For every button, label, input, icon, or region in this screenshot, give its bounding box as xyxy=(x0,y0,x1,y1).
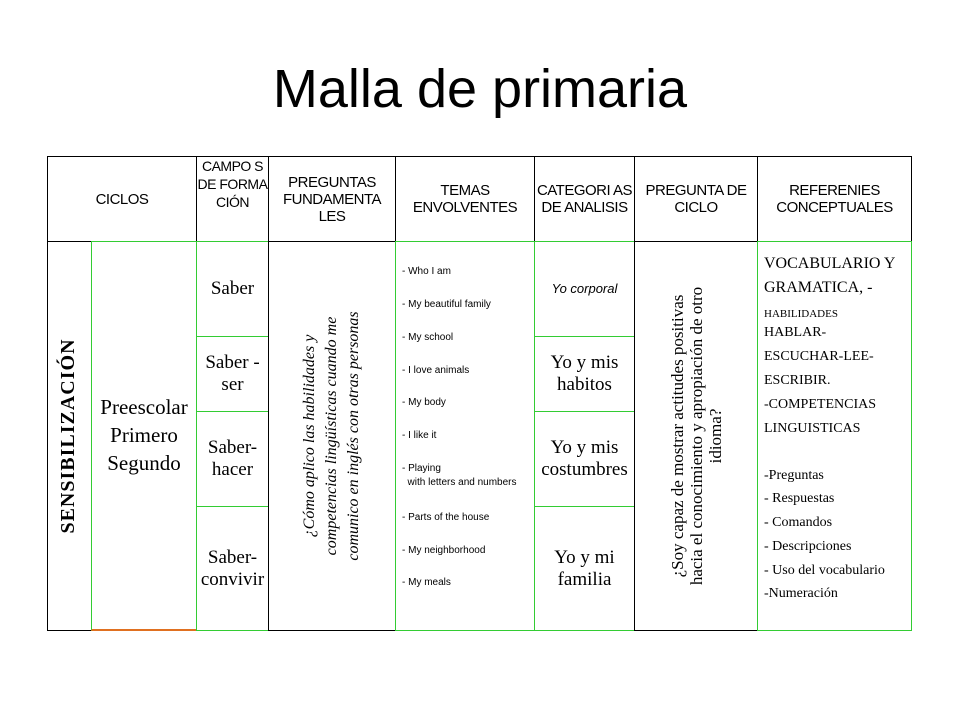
grade-segundo: Segundo xyxy=(107,451,181,475)
tema-item: - I like it xyxy=(402,430,437,441)
tema-item: - Parts of the house xyxy=(402,512,490,523)
header-referencias: REFERENIES CONCEPTUALES xyxy=(757,156,912,242)
header-categorias: CATEGORI AS DE ANALISIS xyxy=(534,156,635,242)
categoria-familia: Yo y mi familia xyxy=(534,506,635,631)
grades-list xyxy=(91,380,197,490)
ref-item: - Respuestas xyxy=(764,491,835,506)
campo-saber-convivir: Saber- convivir xyxy=(196,506,269,631)
tema-item: - My beautiful family xyxy=(402,299,491,310)
categoria-yo-corporal: Yo corporal xyxy=(534,241,635,337)
header-pregunta-ciclo: PREGUNTA DE CICLO xyxy=(634,156,758,242)
categoria-habitos: Yo y mis habitos xyxy=(534,336,635,412)
ref-line: HABILIDADES xyxy=(764,308,838,320)
campo-saber-ser: Saber - ser xyxy=(196,336,269,412)
grade-primero: Primero xyxy=(110,423,178,447)
pregunta-fundamental-text xyxy=(287,281,377,591)
tema-item: - My meals xyxy=(402,577,451,588)
ref-line: ESCRIBIR. xyxy=(764,373,831,388)
tema-item: - Playing xyxy=(402,463,441,474)
pregunta-ciclo-line: idioma? xyxy=(705,408,725,464)
tema-item: - My school xyxy=(402,332,454,343)
header-preguntas: PREGUNTAS FUNDAMENTA LES xyxy=(268,156,396,242)
pregunta-fundamental-line: comunico en inglés con otras personas xyxy=(345,311,362,561)
ref-line: VOCABULARIO Y xyxy=(764,255,896,272)
ref-line: GRAMATICA, - xyxy=(764,279,873,296)
ref-line: LINGUISTICAS xyxy=(764,421,861,436)
pregunta-fundamental-line: ¿Cómo aplico las habilidades y xyxy=(301,334,318,538)
ref-line: HABLAR- xyxy=(764,325,827,340)
tema-item: - My neighborhood xyxy=(402,545,486,556)
ref-item: - Uso del vocabulario xyxy=(764,563,885,578)
tema-item: with letters and numbers xyxy=(402,477,517,488)
ref-line: ESCUCHAR-LEE- xyxy=(764,349,874,364)
tema-item: - I love animals xyxy=(402,365,470,376)
campo-saber: Saber xyxy=(196,241,269,337)
page-title: Malla de primaria xyxy=(272,59,688,119)
campo-saber-hacer: Saber- hacer xyxy=(196,411,269,507)
ref-item: -Preguntas xyxy=(764,468,824,483)
tema-item: - My body xyxy=(402,397,446,408)
pregunta-fundamental-line: competencias lingüísticas cuando me xyxy=(323,316,340,556)
pregunta-ciclo-text xyxy=(651,256,741,616)
categoria-costumbres: Yo y mis costumbres xyxy=(534,411,635,507)
pregunta-ciclo-line: hacia el conocimiento y apropiación de otro xyxy=(686,286,706,586)
ref-item: -Numeración xyxy=(764,586,838,601)
header-temas: TEMAS ENVOLVENTES xyxy=(395,156,535,242)
pregunta-ciclo-line: ¿Soy capaz de mostrar actitudes positivas xyxy=(667,294,687,578)
stage-label: SENSIBILIZACIÓN xyxy=(57,338,79,534)
header-campos: CAMPO S DE FORMA CIÓN xyxy=(196,156,269,242)
ref-line: -COMPETENCIAS xyxy=(764,397,877,412)
ref-item: - Descripciones xyxy=(764,539,852,554)
tema-item: - Who I am xyxy=(402,266,451,277)
header-ciclos: CICLOS xyxy=(47,156,197,242)
grade-preescolar: Preescolar xyxy=(100,395,188,419)
ref-item: - Comandos xyxy=(764,515,833,530)
